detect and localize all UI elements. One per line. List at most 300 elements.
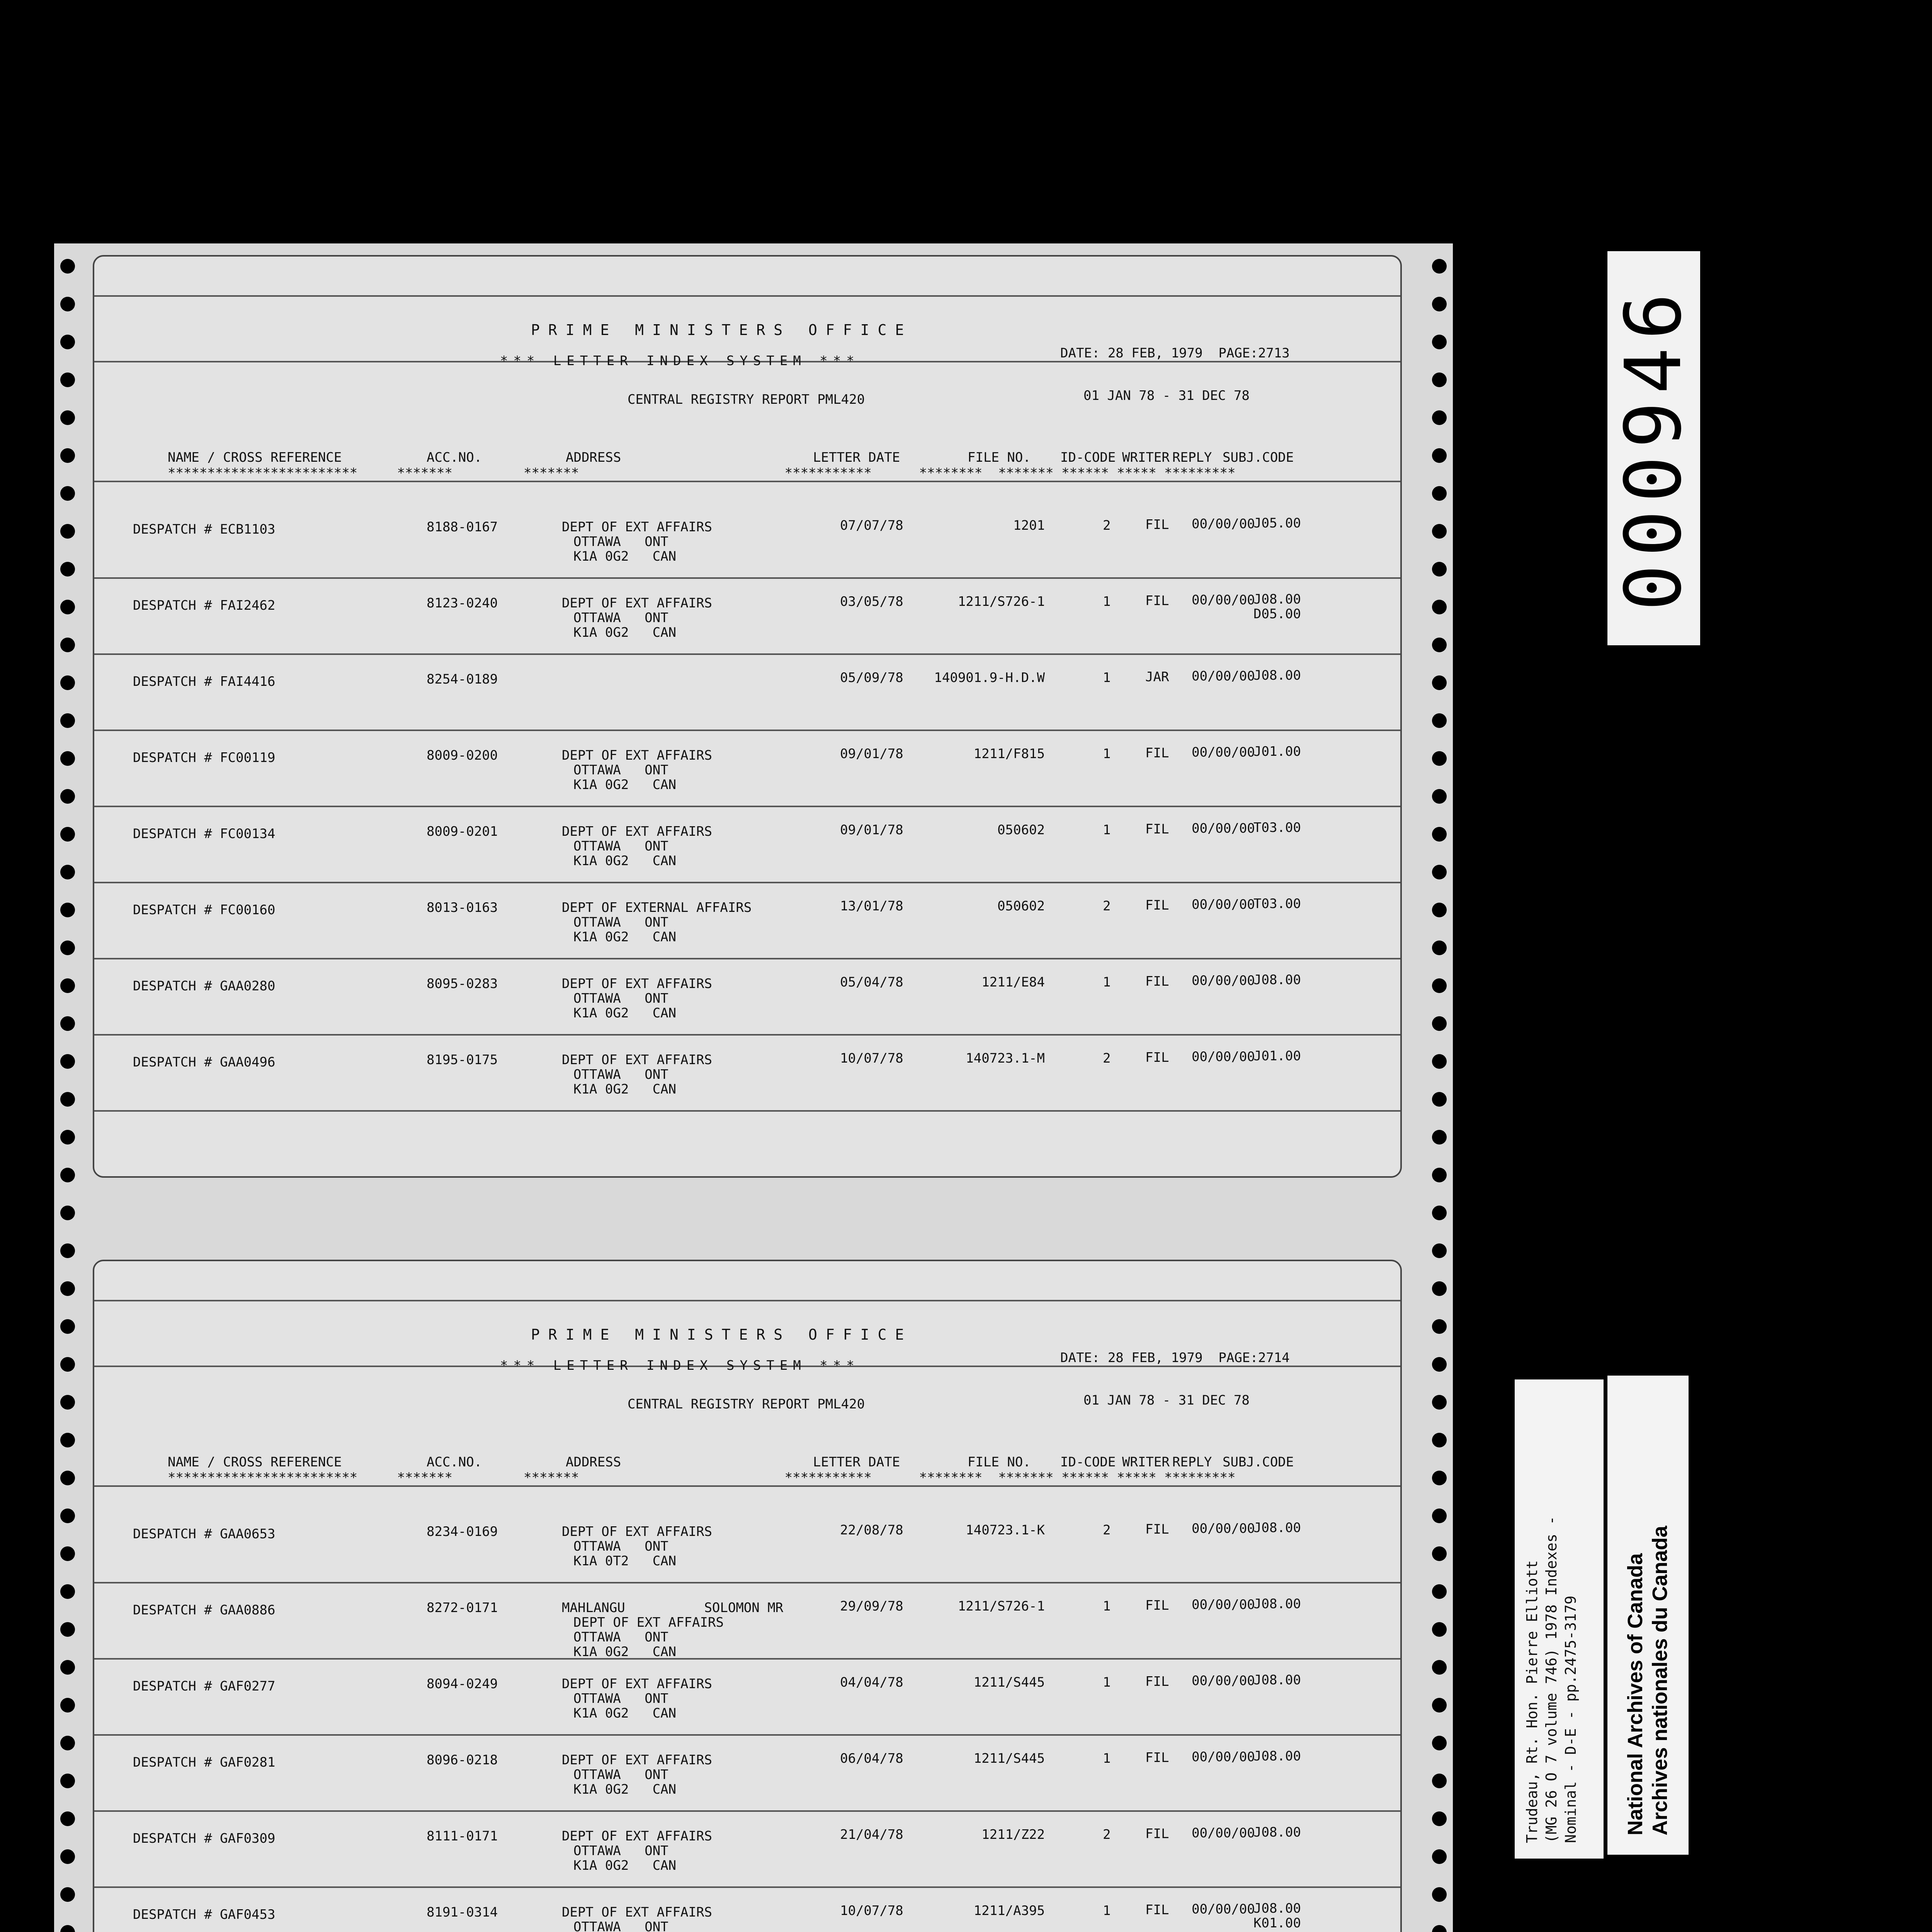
row-file-no: 1211/F815 — [973, 746, 1045, 762]
row-address-line: OTTAWA ONT — [573, 534, 668, 549]
row-subj-code: J01.00 — [1253, 744, 1301, 759]
row-name: DESPATCH # GAA0653 — [133, 1526, 276, 1542]
archive-stamp — [1607, 251, 1700, 645]
row-letter-date: 07/07/78 — [840, 518, 903, 533]
tractor-hole — [60, 1281, 75, 1296]
row-acc-no: 8111-0171 — [427, 1828, 498, 1844]
row-subj-code: J08.00 — [1253, 1520, 1301, 1536]
report-sheet — [93, 255, 1402, 1178]
row-writer: FIL — [1145, 745, 1169, 761]
tractor-hole — [60, 335, 75, 349]
tractor-hole — [1432, 1811, 1447, 1826]
col-header-file-no: FILE NO. — [968, 450, 1031, 465]
row-writer: FIL — [1145, 517, 1169, 532]
row-subj-code: J05.00 — [1253, 515, 1301, 531]
archive-label — [1515, 1379, 1604, 1859]
tractor-hole — [60, 524, 75, 539]
row-name: DESPATCH # FC00119 — [133, 750, 276, 765]
tractor-hole — [1432, 713, 1447, 728]
tractor-hole — [60, 1622, 75, 1637]
tractor-hole — [60, 1243, 75, 1258]
row-rule — [94, 653, 1400, 655]
row-letter-date: 03/05/78 — [840, 594, 903, 609]
archive-name-line: Archives nationales du Canada — [1648, 1526, 1672, 1835]
col-header-acc: ACC.NO. — [427, 1454, 482, 1470]
row-address-line: DEPT OF EXT AFFAIRS — [562, 519, 712, 535]
row-id-code: 2 — [1103, 1827, 1111, 1842]
tractor-hole — [1432, 1206, 1447, 1220]
form-rule — [94, 295, 1400, 297]
row-file-no: 1201 — [1013, 518, 1045, 533]
tractor-hole — [1432, 1736, 1447, 1750]
row-address-line: DEPT OF EXT AFFAIRS — [562, 748, 712, 763]
tractor-hole — [60, 978, 75, 993]
row-id-code: 1 — [1103, 1599, 1111, 1614]
row-subj-code: J08.00 — [1253, 1672, 1301, 1688]
row-subj-code: J08.00 — [1253, 1596, 1301, 1612]
row-id-code: 2 — [1103, 518, 1111, 533]
tractor-hole — [60, 1887, 75, 1902]
report-date-page: DATE: 28 FEB, 1979 PAGE:2714 — [1060, 1350, 1290, 1366]
row-address-line: OTTAWA ONT — [573, 991, 668, 1006]
tractor-hole — [60, 1130, 75, 1145]
row-letter-date: 05/09/78 — [840, 670, 903, 685]
row-file-no: 1211/S726-1 — [957, 594, 1045, 609]
tractor-hole — [60, 448, 75, 463]
row-address-line: OTTAWA ONT — [573, 1067, 668, 1082]
row-address-line: DEPT OF EXT AFFAIRS — [562, 1524, 712, 1539]
tractor-hole — [60, 903, 75, 917]
row-name: DESPATCH # FC00160 — [133, 902, 276, 918]
row-reply: 00/00/00 — [1192, 973, 1255, 988]
row-address-line: K1A 0G2 CAN — [573, 1706, 677, 1721]
row-letter-date: 22/08/78 — [840, 1522, 903, 1538]
archive-label-text — [1515, 1379, 1604, 1859]
archive-label-line: Nominal - D-E - pp.2475-3179 — [1562, 1595, 1579, 1843]
tractor-hole — [1432, 297, 1447, 311]
tractor-hole — [60, 1811, 75, 1826]
row-name: DESPATCH # GAF0309 — [133, 1831, 276, 1846]
tractor-hole — [60, 372, 75, 387]
row-file-no: 1211/S726-1 — [957, 1599, 1045, 1614]
row-acc-no: 8009-0201 — [427, 824, 498, 839]
tractor-hole — [1432, 827, 1447, 842]
row-address-line: K1A 0G2 CAN — [573, 853, 677, 869]
row-id-code: 1 — [1103, 975, 1111, 990]
row-acc-no: 8095-0283 — [427, 976, 498, 992]
row-reply: 00/00/00 — [1192, 1597, 1255, 1612]
tractor-hole — [1432, 638, 1447, 652]
row-rule — [94, 882, 1400, 883]
row-subj-code: J08.00 — [1253, 668, 1301, 683]
tractor-hole — [60, 638, 75, 652]
row-address-line: K1A 0G2 CAN — [573, 777, 677, 793]
row-letter-date: 09/01/78 — [840, 746, 903, 762]
tractor-hole — [60, 1925, 75, 1932]
row-address-line: DEPT OF EXT AFFAIRS — [562, 1676, 712, 1692]
col-header-letter-date: LETTER DATE — [813, 450, 900, 465]
row-id-code: 1 — [1103, 594, 1111, 609]
tractor-hole — [1432, 1622, 1447, 1637]
system-title: *** LETTER INDEX SYSTEM *** — [500, 1358, 860, 1373]
tractor-hole — [1432, 600, 1447, 614]
tractor-hole — [1432, 1281, 1447, 1296]
row-subj-code-2: K01.00 — [1253, 1915, 1301, 1931]
tractor-hole — [1432, 1016, 1447, 1031]
tractor-hole — [60, 1206, 75, 1220]
row-writer: FIL — [1145, 1750, 1169, 1765]
tractor-hole — [60, 865, 75, 879]
row-writer: FIL — [1145, 1902, 1169, 1918]
tractor-hole — [1432, 1433, 1447, 1447]
col-header-name: NAME / CROSS REFERENCE — [168, 450, 342, 465]
report-name: CENTRAL REGISTRY REPORT PML420 — [628, 1396, 865, 1412]
row-reply: 00/00/00 — [1192, 1049, 1255, 1065]
tractor-hole — [60, 1736, 75, 1750]
row-letter-date: 13/01/78 — [840, 898, 903, 914]
row-letter-date: 06/04/78 — [840, 1751, 903, 1766]
tractor-hole — [60, 1774, 75, 1788]
row-rule — [94, 958, 1400, 959]
tractor-hole — [1432, 1698, 1447, 1713]
tractor-hole — [60, 1509, 75, 1523]
row-reply: 00/00/00 — [1192, 1901, 1255, 1917]
tractor-hole — [1432, 978, 1447, 993]
row-file-no: 050602 — [997, 898, 1045, 914]
row-address-line: OTTAWA ONT — [573, 1919, 668, 1932]
row-subj-code: J01.00 — [1253, 1048, 1301, 1064]
report-name: CENTRAL REGISTRY REPORT PML420 — [628, 392, 865, 407]
stamp-number: 000946 — [1609, 285, 1699, 611]
row-subj-code: J08.00 — [1253, 1748, 1301, 1764]
row-address-line: K1A 0G2 CAN — [573, 625, 677, 640]
tractor-hole — [60, 713, 75, 728]
tractor-holes-right — [1426, 243, 1453, 1932]
row-rule — [94, 1034, 1400, 1036]
row-id-code: 2 — [1103, 1522, 1111, 1538]
row-rule — [94, 806, 1400, 807]
row-rule — [94, 730, 1400, 731]
col-header-reply: REPLY — [1172, 1454, 1212, 1470]
row-reply: 00/00/00 — [1192, 1521, 1255, 1536]
row-reply: 00/00/00 — [1192, 897, 1255, 912]
archive-name-label — [1607, 1376, 1689, 1855]
tractor-hole — [60, 1433, 75, 1447]
row-reply: 00/00/00 — [1192, 821, 1255, 836]
tractor-hole — [60, 1395, 75, 1410]
row-file-no: 140901.9-H.D.W — [934, 670, 1045, 685]
row-writer: FIL — [1145, 1522, 1169, 1537]
form-rule — [94, 1485, 1400, 1487]
col-header-acc: ACC.NO. — [427, 450, 482, 465]
col-header-reply: REPLY — [1172, 450, 1212, 465]
tractor-hole — [60, 1546, 75, 1561]
row-id-code: 1 — [1103, 746, 1111, 762]
report-sheet — [93, 1260, 1402, 1932]
row-reply: 00/00/00 — [1192, 592, 1255, 608]
report-range: 01 JAN 78 - 31 DEC 78 — [1083, 388, 1250, 403]
tractor-hole — [1432, 1849, 1447, 1864]
row-writer: JAR — [1145, 669, 1169, 685]
row-acc-no: 8272-0171 — [427, 1600, 498, 1616]
tractor-hole — [1432, 903, 1447, 917]
tractor-holes-left — [54, 243, 81, 1932]
row-acc-no: 8191-0314 — [427, 1905, 498, 1920]
row-address-line: DEPT OF EXT AFFAIRS — [562, 824, 712, 839]
row-address-line: K1A 0T2 CAN — [573, 1553, 677, 1569]
row-writer: FIL — [1145, 1598, 1169, 1613]
row-writer: FIL — [1145, 593, 1169, 609]
row-address-line: K1A 0G2 CAN — [573, 549, 677, 564]
row-subj-code-2: D05.00 — [1253, 606, 1301, 622]
row-id-code: 2 — [1103, 1051, 1111, 1066]
row-id-code: 2 — [1103, 898, 1111, 914]
row-address-line: DEPT OF EXT AFFAIRS — [562, 1828, 712, 1844]
row-name: DESPATCH # GAA0496 — [133, 1054, 276, 1070]
row-acc-no: 8195-0175 — [427, 1052, 498, 1068]
row-file-no: 1211/Z22 — [981, 1827, 1045, 1842]
row-subj-code: J08.00 — [1253, 972, 1301, 988]
row-writer: FIL — [1145, 974, 1169, 989]
col-header-name: NAME / CROSS REFERENCE — [168, 1454, 342, 1470]
row-acc-no: 8123-0240 — [427, 595, 498, 611]
row-acc-no: 8096-0218 — [427, 1752, 498, 1768]
tractor-hole — [60, 297, 75, 311]
tractor-hole — [1432, 1584, 1447, 1599]
row-name: DESPATCH # GAF0277 — [133, 1679, 276, 1694]
office-title: PRIME MINISTERS OFFICE — [531, 321, 913, 338]
row-rule — [94, 1582, 1400, 1583]
tractor-hole — [60, 1698, 75, 1713]
row-reply: 00/00/00 — [1192, 668, 1255, 684]
row-name: DESPATCH # GAF0453 — [133, 1907, 276, 1922]
tractor-hole — [60, 1584, 75, 1599]
tractor-hole — [60, 1849, 75, 1864]
tractor-hole — [1432, 1546, 1447, 1561]
row-address-line: OTTAWA ONT — [573, 838, 668, 854]
tractor-hole — [1432, 486, 1447, 501]
row-address-line: K1A 0G2 CAN — [573, 1782, 677, 1797]
row-name: DESPATCH # GAF0281 — [133, 1755, 276, 1770]
row-address-line: DEPT OF EXT AFFAIRS — [562, 1052, 712, 1068]
tractor-hole — [60, 410, 75, 425]
row-address-line: DEPT OF EXT AFFAIRS — [562, 595, 712, 611]
tractor-hole — [1432, 1509, 1447, 1523]
tractor-hole — [60, 675, 75, 690]
row-id-code: 1 — [1103, 1751, 1111, 1766]
row-rule — [94, 1734, 1400, 1736]
archive-label-line: Trudeau, Rt. Hon. Pierre Elliott — [1524, 1560, 1541, 1843]
row-letter-date: 10/07/78 — [840, 1903, 903, 1918]
tractor-hole — [60, 789, 75, 804]
tractor-hole — [1432, 259, 1447, 274]
row-address-line: K1A 0G2 CAN — [573, 1082, 677, 1097]
tractor-hole — [60, 1471, 75, 1485]
tractor-hole — [1432, 1168, 1447, 1182]
row-address-line: OTTAWA ONT — [573, 1843, 668, 1859]
header-underline: ************************ ******* ******* *********** ******** ******* ****** ***** ********* — [168, 1470, 1236, 1485]
row-id-code: 1 — [1103, 670, 1111, 685]
report-date-page: DATE: 28 FEB, 1979 PAGE:2713 — [1060, 345, 1290, 361]
row-letter-date: 10/07/78 — [840, 1051, 903, 1066]
tractor-hole — [60, 1054, 75, 1069]
tractor-hole — [1432, 335, 1447, 349]
office-title: PRIME MINISTERS OFFICE — [531, 1326, 913, 1343]
col-header-subj: SUBJ.CODE — [1223, 450, 1294, 465]
row-letter-date: 05/04/78 — [840, 975, 903, 990]
tractor-hole — [60, 562, 75, 577]
col-header-id-code: ID-CODE — [1060, 450, 1116, 465]
tractor-hole — [1432, 1357, 1447, 1372]
row-address-line: OTTAWA ONT — [573, 1539, 668, 1554]
tractor-hole — [1432, 1660, 1447, 1675]
col-header-address: ADDRESS — [566, 450, 621, 465]
tractor-hole — [1432, 562, 1447, 577]
row-file-no: 140723.1-M — [966, 1051, 1045, 1066]
row-address-line: DEPT OF EXT AFFAIRS — [562, 1752, 712, 1768]
tractor-hole — [1432, 865, 1447, 879]
row-address-line: DEPT OF EXT AFFAIRS — [573, 1615, 724, 1630]
row-subj-code: T03.00 — [1253, 896, 1301, 912]
row-address-line: K1A 0G2 CAN — [573, 1644, 677, 1660]
tractor-hole — [60, 1660, 75, 1675]
row-address-line: OTTAWA ONT — [573, 1629, 668, 1645]
row-rule — [94, 1110, 1400, 1112]
header-underline: ************************ ******* ******* *********** ******** ******* ****** ***** ********* — [168, 465, 1236, 481]
row-address-line: OTTAWA ONT — [573, 610, 668, 626]
row-name: DESPATCH # GAA0886 — [133, 1602, 276, 1618]
row-reply: 00/00/00 — [1192, 1749, 1255, 1765]
row-name: DESPATCH # FAI2462 — [133, 598, 276, 613]
tractor-hole — [60, 827, 75, 842]
row-acc-no: 8094-0249 — [427, 1676, 498, 1692]
row-name: DESPATCH # FAI4416 — [133, 674, 276, 689]
row-writer: FIL — [1145, 1826, 1169, 1842]
tractor-hole — [1432, 1395, 1447, 1410]
row-writer: FIL — [1145, 1050, 1169, 1065]
tractor-hole — [1432, 448, 1447, 463]
tractor-hole — [1432, 1925, 1447, 1932]
row-file-no: 1211/E84 — [981, 975, 1045, 990]
col-header-id-code: ID-CODE — [1060, 1454, 1116, 1470]
row-name: DESPATCH # GAA0280 — [133, 978, 276, 994]
system-title: *** LETTER INDEX SYSTEM *** — [500, 353, 860, 369]
tractor-hole — [1432, 1054, 1447, 1069]
tractor-hole — [1432, 1319, 1447, 1334]
row-id-code: 1 — [1103, 822, 1111, 838]
archive-label-line: (MG 26 O 7 volume 746) 1978 Indexes - — [1543, 1516, 1560, 1843]
tractor-hole — [1432, 1887, 1447, 1902]
tractor-hole — [1432, 410, 1447, 425]
col-header-file-no: FILE NO. — [968, 1454, 1031, 1470]
row-writer: FIL — [1145, 821, 1169, 837]
row-acc-no: 8013-0163 — [427, 900, 498, 915]
row-name: DESPATCH # FC00134 — [133, 826, 276, 842]
printout-paper — [54, 243, 1453, 1932]
row-acc-no: 8188-0167 — [427, 519, 498, 535]
col-header-letter-date: LETTER DATE — [813, 1454, 900, 1470]
tractor-hole — [1432, 940, 1447, 955]
row-rule — [94, 1886, 1400, 1888]
row-acc-no: 8009-0200 — [427, 748, 498, 763]
row-address-line: MAHLANGU SOLOMON MR — [562, 1600, 784, 1616]
row-reply: 00/00/00 — [1192, 1673, 1255, 1689]
tractor-hole — [1432, 1774, 1447, 1788]
row-subj-code: J08.00 — [1253, 592, 1301, 607]
row-subj-code: J08.00 — [1253, 1901, 1301, 1916]
row-subj-code: T03.00 — [1253, 820, 1301, 835]
tractor-hole — [60, 486, 75, 501]
row-subj-code: J08.00 — [1253, 1825, 1301, 1840]
row-address-line: OTTAWA ONT — [573, 1691, 668, 1706]
row-address-line: K1A 0G2 CAN — [573, 929, 677, 945]
archive-name-line: National Archives of Canada — [1624, 1553, 1647, 1835]
row-id-code: 1 — [1103, 1903, 1111, 1918]
row-rule — [94, 577, 1400, 579]
row-address-line: K1A 0G2 CAN — [573, 1005, 677, 1021]
tractor-hole — [1432, 372, 1447, 387]
row-file-no: 1211/S445 — [973, 1751, 1045, 1766]
row-address-line: DEPT OF EXT AFFAIRS — [562, 1905, 712, 1920]
col-header-subj: SUBJ.CODE — [1223, 1454, 1294, 1470]
tractor-hole — [60, 259, 75, 274]
row-address-line: DEPT OF EXT AFFAIRS — [562, 976, 712, 992]
row-address-line: DEPT OF EXTERNAL AFFAIRS — [562, 900, 752, 915]
col-header-writer: WRITER — [1122, 1454, 1170, 1470]
row-letter-date: 29/09/78 — [840, 1599, 903, 1614]
tractor-hole — [60, 1319, 75, 1334]
form-rule — [94, 481, 1400, 482]
row-file-no: 050602 — [997, 822, 1045, 838]
tractor-hole — [1432, 1243, 1447, 1258]
row-name: DESPATCH # ECB1103 — [133, 522, 276, 537]
row-address-line: OTTAWA ONT — [573, 762, 668, 778]
tractor-hole — [1432, 1471, 1447, 1485]
row-address-line: OTTAWA ONT — [573, 1767, 668, 1782]
tractor-hole — [60, 600, 75, 614]
tractor-hole — [60, 1092, 75, 1107]
row-reply: 00/00/00 — [1192, 1825, 1255, 1841]
row-address-line: OTTAWA ONT — [573, 915, 668, 930]
tractor-hole — [1432, 524, 1447, 539]
tractor-hole — [1432, 1092, 1447, 1107]
col-header-address: ADDRESS — [566, 1454, 621, 1470]
row-letter-date: 04/04/78 — [840, 1675, 903, 1690]
col-header-writer: WRITER — [1122, 450, 1170, 465]
tractor-hole — [1432, 751, 1447, 766]
tractor-hole — [1432, 675, 1447, 690]
report-range: 01 JAN 78 - 31 DEC 78 — [1083, 1393, 1250, 1408]
row-writer: FIL — [1145, 1674, 1169, 1689]
archive-name-text — [1607, 1376, 1689, 1855]
row-reply: 00/00/00 — [1192, 745, 1255, 760]
tractor-hole — [60, 1357, 75, 1372]
form-rule — [94, 1300, 1400, 1301]
row-file-no: 140723.1-K — [966, 1522, 1045, 1538]
row-file-no: 1211/S445 — [973, 1675, 1045, 1690]
row-rule — [94, 1810, 1400, 1812]
row-letter-date: 09/01/78 — [840, 822, 903, 838]
row-reply: 00/00/00 — [1192, 516, 1255, 532]
row-acc-no: 8254-0189 — [427, 672, 498, 687]
row-writer: FIL — [1145, 898, 1169, 913]
row-rule — [94, 1658, 1400, 1660]
tractor-hole — [1432, 789, 1447, 804]
tractor-hole — [60, 940, 75, 955]
row-id-code: 1 — [1103, 1675, 1111, 1690]
tractor-hole — [60, 1168, 75, 1182]
tractor-hole — [1432, 1130, 1447, 1145]
